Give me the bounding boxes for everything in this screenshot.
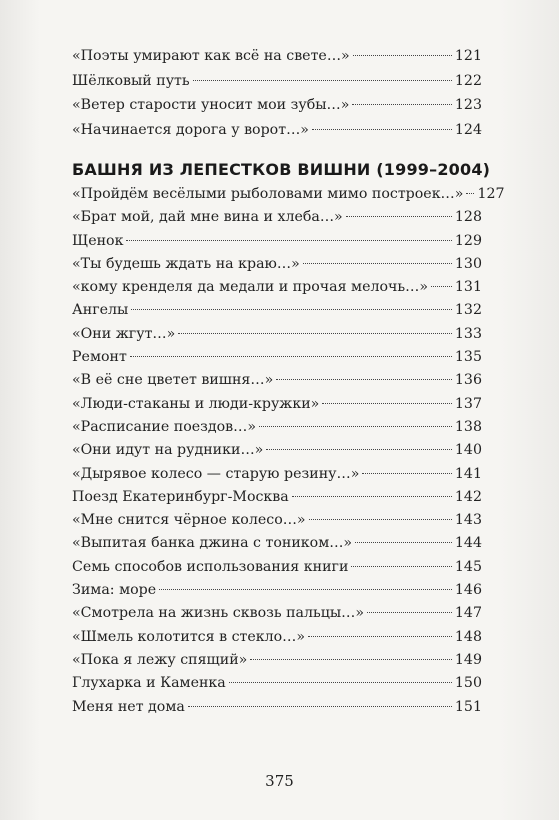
dot-leader — [367, 612, 452, 613]
dot-leader — [351, 566, 451, 567]
toc-entry-page: 141 — [454, 465, 482, 482]
section-heading: БАШНЯ ИЗ ЛЕПЕСТКОВ ВИШНИ (1999–2004) — [72, 160, 491, 179]
dot-leader — [250, 659, 452, 660]
dot-leader — [131, 309, 452, 310]
toc-entry-title: «кому кренделя да медали и прочая мелочь…» — [72, 279, 428, 296]
page-number: 375 — [265, 772, 294, 790]
toc-entry-page: 136 — [454, 372, 482, 389]
toc-entry-title: «Пройдём весёлыми рыболовами мимо построек…» — [72, 186, 464, 202]
toc-entry — [72, 626, 482, 649]
toc-entry-page: 127 — [477, 186, 505, 202]
toc-entry — [72, 696, 482, 719]
toc-entry-page: 121 — [454, 48, 482, 64]
toc-entry-title: «Они жгут…» — [72, 325, 176, 342]
toc-entry — [72, 118, 482, 143]
dot-leader — [292, 496, 452, 497]
toc-entry-page: 135 — [454, 349, 482, 366]
toc-entry-page: 133 — [454, 325, 482, 342]
toc-entry-title: «Мне снится чёрное колесо…» — [72, 512, 306, 529]
dot-leader — [159, 589, 452, 590]
toc-entry-title: «Брат мой, дай мне вина и хлеба…» — [72, 209, 343, 226]
toc-entry-page: 151 — [454, 698, 482, 715]
toc-entry-title: Глухарка и Каменка — [72, 675, 226, 692]
toc-entry — [72, 230, 482, 253]
dot-leader — [130, 356, 452, 357]
toc-entry — [72, 323, 482, 346]
toc-entry-page: 140 — [454, 442, 482, 459]
toc-entry — [72, 463, 482, 486]
dot-leader — [312, 129, 452, 130]
dot-leader — [266, 449, 452, 450]
dot-leader — [126, 240, 451, 241]
toc-entry — [72, 346, 482, 369]
toc-entry-page: 150 — [454, 675, 482, 692]
toc-entry — [72, 93, 482, 118]
dot-leader — [362, 473, 452, 474]
toc-entry — [72, 509, 482, 532]
toc-entry-title: «Поэты умирают как всё на свете…» — [72, 48, 350, 64]
toc-entry — [72, 486, 482, 509]
toc-entry-title: «Смотрела на жизнь сквозь пальцы…» — [72, 605, 365, 622]
toc-entry-page: 142 — [454, 488, 482, 505]
dot-leader — [466, 193, 474, 194]
toc-entry — [72, 556, 482, 579]
toc-entry-page: 123 — [454, 97, 482, 114]
toc-section-list — [72, 183, 505, 719]
dot-leader — [188, 706, 452, 707]
toc-entry — [72, 439, 482, 462]
toc-entry-title: Ангелы — [72, 302, 129, 319]
toc-entry — [72, 416, 482, 439]
dot-leader — [346, 216, 452, 217]
toc-entry-page: 144 — [454, 535, 482, 552]
toc-entry — [72, 369, 482, 392]
toc-entry-title: Семь способов использования книги — [72, 558, 349, 575]
toc-entry-page: 148 — [454, 628, 482, 645]
toc-entry-title: Ремонт — [72, 349, 127, 366]
toc-entry-title: «Ты будешь ждать на краю…» — [72, 255, 300, 272]
dot-leader — [431, 286, 452, 287]
toc-entry — [72, 253, 482, 276]
toc-entry-title: «Люди-стаканы и люди-кружки» — [72, 395, 320, 412]
toc-entry-title: «Дырявое колесо — старую резину…» — [72, 465, 360, 482]
toc-entry — [72, 602, 482, 625]
dot-leader — [355, 542, 452, 543]
toc-entry — [72, 183, 505, 206]
toc-entry-title: «В её сне цветет вишня…» — [72, 372, 274, 389]
toc-entry — [72, 393, 482, 416]
toc-entry-page: 137 — [454, 395, 482, 412]
toc-entry-page: 145 — [454, 558, 482, 575]
toc-entry — [72, 206, 482, 229]
toc-top-list — [72, 44, 482, 143]
toc-entry-page: 129 — [454, 232, 482, 249]
dot-leader — [322, 403, 452, 404]
toc-entry — [72, 276, 482, 299]
toc-entry-title: «Начинается дорога у ворот…» — [72, 122, 309, 139]
toc-entry-page: 132 — [454, 302, 482, 319]
toc-entry-title: Меня нет дома — [72, 698, 185, 715]
toc-entry-title: «Выпитая банка джина с тоником…» — [72, 535, 353, 552]
dot-leader — [229, 682, 452, 683]
dot-leader — [352, 104, 451, 105]
toc-entry-title: «Ветер старости уносит мои зубы…» — [72, 97, 350, 114]
toc-entry — [72, 69, 482, 94]
toc-entry — [72, 649, 482, 672]
toc-entry-page: 130 — [454, 255, 482, 272]
toc-entry-page: 146 — [454, 582, 482, 599]
toc-entry — [72, 44, 482, 69]
toc-entry-title: «Они идут на рудники…» — [72, 442, 264, 459]
toc-entry-page: 128 — [454, 209, 482, 226]
toc-entry-title: Зима: море — [72, 582, 157, 599]
toc-entry-page: 124 — [454, 122, 482, 139]
toc-entry — [72, 672, 482, 695]
dot-leader — [259, 426, 452, 427]
dot-leader — [303, 263, 452, 264]
toc-entry — [72, 299, 482, 322]
toc-entry-page: 131 — [454, 279, 482, 296]
toc-entry-title: Шёлковый путь — [72, 72, 190, 89]
dot-leader — [193, 80, 452, 81]
dot-leader — [178, 333, 452, 334]
toc-entry-page: 143 — [454, 512, 482, 529]
toc-entry-title: Поезд Екатеринбург-Москва — [72, 488, 289, 505]
toc-entry-title: «Расписание поездов…» — [72, 418, 257, 435]
dot-leader — [276, 379, 452, 380]
toc-entry — [72, 579, 482, 602]
dot-leader — [353, 55, 452, 56]
toc-entry-page: 147 — [454, 605, 482, 622]
toc-entry-title: «Шмель колотится в стекло…» — [72, 628, 306, 645]
toc-entry-page: 149 — [454, 651, 482, 668]
toc-entry-title: «Пока я лежу спящий» — [72, 651, 248, 668]
dot-leader — [308, 636, 452, 637]
toc-entry-page: 138 — [454, 418, 482, 435]
toc-entry — [72, 532, 482, 555]
dot-leader — [309, 519, 452, 520]
toc-entry-title: Щенок — [72, 232, 124, 249]
toc-entry-page: 122 — [454, 72, 482, 89]
